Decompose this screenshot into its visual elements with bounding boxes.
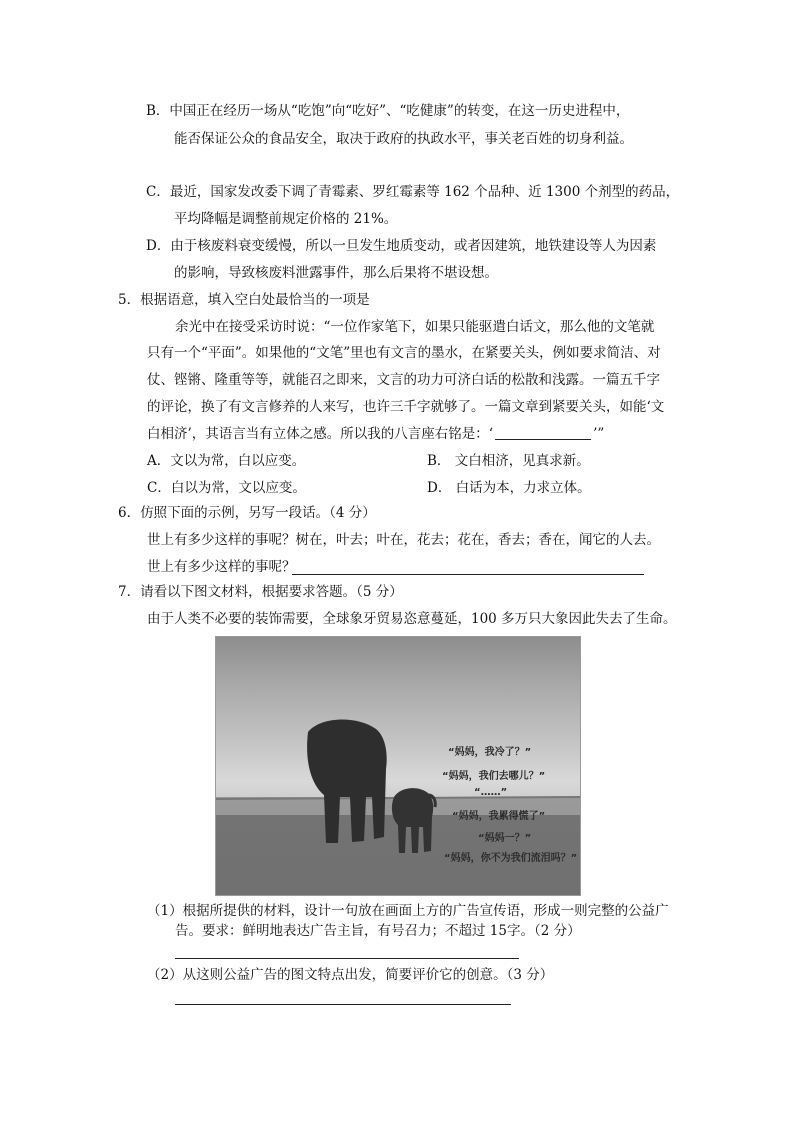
q7-sub1-answer-line[interactable] bbox=[175, 958, 519, 959]
q5-option-d: D． 白话为本，力求立体。 bbox=[427, 480, 591, 496]
option-b-line2: 能否保证公众的食品安全，取决于政府的执政水平，事关老百姓的切身利益。 bbox=[174, 131, 633, 147]
q7-sub2-answer-line[interactable] bbox=[175, 1004, 511, 1005]
q5-option-a: A．文以为常，白以应变。 bbox=[147, 453, 306, 469]
question-7-stem: 7．请看以下图文材料，根据要求答题。（5 分） bbox=[118, 584, 403, 600]
q7-sub1-line2: 告。要求：鲜明地表达广告主旨，有号召力；不超过 15字。（2 分） bbox=[175, 923, 581, 939]
option-d-line2: 的影响，导致核废料泄露事件，那么后果将不堪设想。 bbox=[174, 265, 498, 281]
q6-example: 世上有多少这样的事呢？树在，叶去；叶在，花去；花在，香去；香在，闻它的人去。 bbox=[147, 532, 660, 548]
option-c-line2: 平均降幅是调整前规定价格的 21%。 bbox=[174, 211, 398, 227]
q6-answer-line[interactable] bbox=[292, 574, 644, 575]
speech-bubble-5: “妈妈一？” bbox=[478, 833, 532, 844]
q5-passage-line1: 余光中在接受采访时说：“一位作家笔下，如果只能驱遣白话文，那么他的文笔就 bbox=[175, 319, 655, 335]
speech-bubble-4: “妈妈，我累得慌了” bbox=[452, 811, 546, 822]
question-5-stem: 5．根据语意，填入空白处最恰当的一项是 bbox=[118, 292, 370, 308]
question-6-stem: 6．仿照下面的示例，另写一段话。（4 分） bbox=[118, 505, 376, 521]
option-d-line1: D．由于核废料衰变缓慢，所以一旦发生地质变动，或者因建筑，地铁建设等人为因素 bbox=[146, 238, 657, 254]
speech-bubble-3: “……” bbox=[474, 787, 508, 798]
q5-passage-line5-end: ’” bbox=[593, 426, 605, 442]
speech-bubble-2: “妈妈，我们去哪儿？” bbox=[442, 771, 546, 782]
q7-sub1-line1: （1）根据所提供的材料，设计一句放在画面上方的广告宣传语，形成一则完整的公益广 bbox=[147, 903, 669, 919]
speech-bubble-6: “妈妈，你不为我们流泪吗？” bbox=[444, 853, 578, 864]
q7-intro: 由于人类不必要的装饰需要，全球象牙贸易恣意蔓延，100 多万只大象因此失去了生命。 bbox=[147, 611, 677, 627]
q5-passage-line5-start: 白相济’，其语言当有立体之感。所以我的八言座右铭是：‘ bbox=[147, 426, 494, 442]
q5-passage-line4: 的评论，换了有文言修养的人来写，也许三千字就够了。一篇文章到紧要关头，如能‘文 bbox=[147, 399, 665, 415]
elephant-ad-photo bbox=[215, 636, 581, 896]
q5-passage-line3: 仗、铿锵、隆重等等，就能召之即来，文言的功力可济白话的松散和浅露。一篇五千字 bbox=[147, 372, 660, 388]
q5-passage-line5 bbox=[147, 425, 604, 443]
q7-sub2: （2）从这则公益广告的图文特点出发，简要评价它的创意。（3 分） bbox=[147, 967, 554, 983]
option-c-line1: C．最近，国家发改委下调了青霉素、罗红霉素等 162 个品种、近 1300 个剂型的药品， bbox=[146, 184, 680, 200]
q5-option-b: B． 文白相济，见真求新。 bbox=[427, 453, 590, 469]
speech-bubble-1: “妈妈，我冷了？” bbox=[448, 747, 532, 758]
q5-passage-line2: 只有一个“平面”。如果他的“文笔”里也有文言的墨水，在紧要关头，例如要求简洁、对 bbox=[147, 345, 661, 361]
q5-option-c: C．白以为常，文以应变。 bbox=[147, 480, 306, 496]
option-b-line1: B．中国正在经历一场从“吃饱”向“吃好”、“吃健康”的转变，在这一历史进程中， bbox=[146, 103, 630, 119]
q5-answer-blank[interactable] bbox=[495, 425, 591, 440]
q6-answer-prompt: 世上有多少这样的事呢？ bbox=[147, 559, 296, 575]
